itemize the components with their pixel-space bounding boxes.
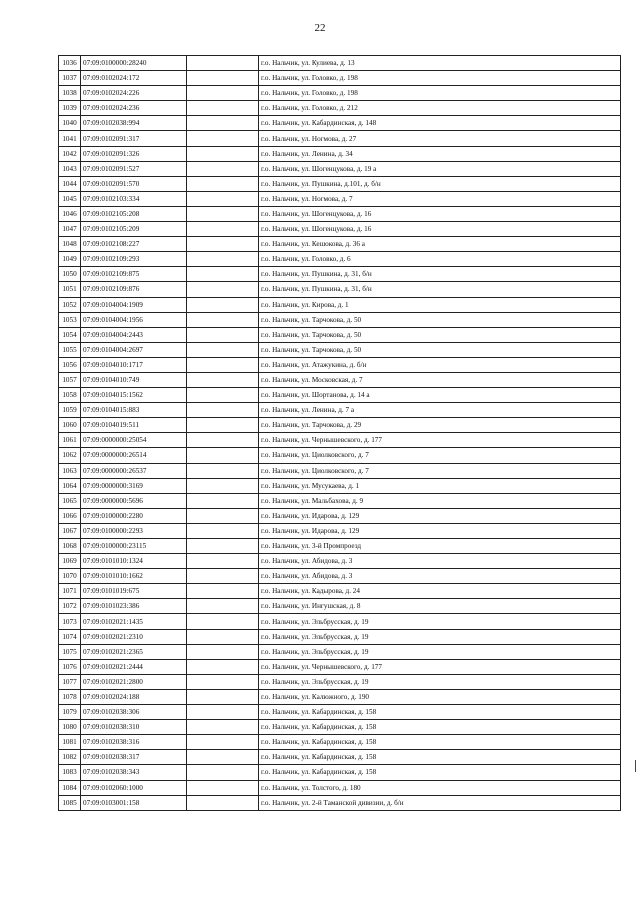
- row-number-cell: 1042: [59, 146, 81, 161]
- table-row: [59, 795, 621, 810]
- cadastral-number-cell: 07:09:0102091:527: [81, 161, 187, 176]
- address-cell: г.о. Нальчик, ул. Кирова, д. 1: [259, 297, 621, 312]
- address-cell: г.о. Нальчик, ул. 2-й Таманской дивизии, д. б/н: [259, 795, 621, 810]
- table-row: [59, 493, 621, 508]
- empty-cell: [187, 478, 259, 493]
- cadastral-number-cell: 07:09:0104015:883: [81, 403, 187, 418]
- cadastral-number-cell: 07:09:0000000:5696: [81, 493, 187, 508]
- table-row: [59, 674, 621, 689]
- address-cell: г.о. Нальчик, ул. Кадырова, д. 24: [259, 584, 621, 599]
- row-number-cell: 1046: [59, 206, 81, 221]
- address-cell: г.о. Нальчик, ул. Идарова, д. 129: [259, 523, 621, 538]
- empty-cell: [187, 131, 259, 146]
- cadastral-number-cell: 07:09:0104019:511: [81, 418, 187, 433]
- address-cell: г.о. Нальчик, ул. Тарчокова, д. 50: [259, 342, 621, 357]
- empty-cell: [187, 659, 259, 674]
- table-row: [59, 765, 621, 780]
- empty-cell: [187, 508, 259, 523]
- empty-cell: [187, 372, 259, 387]
- empty-cell: [187, 357, 259, 372]
- table-row: [59, 720, 621, 735]
- address-cell: г.о. Нальчик, ул. Ленина, д. 34: [259, 146, 621, 161]
- address-cell: г.о. Нальчик, ул. Кабардинская, д. 158: [259, 750, 621, 765]
- empty-cell: [187, 463, 259, 478]
- address-cell: г.о. Нальчик, ул. Шогенцукова, д. 19 а: [259, 161, 621, 176]
- cadastral-number-cell: 07:09:0101023:386: [81, 599, 187, 614]
- empty-cell: [187, 206, 259, 221]
- row-number-cell: 1071: [59, 584, 81, 599]
- address-cell: г.о. Нальчик, ул. Шогенцукова, д. 16: [259, 206, 621, 221]
- table-row: [59, 659, 621, 674]
- address-cell: г.о. Нальчик, ул. Головко, д. 198: [259, 86, 621, 101]
- table-row: [59, 56, 621, 71]
- table-row: [59, 478, 621, 493]
- cadastral-number-cell: 07:09:0102021:2444: [81, 659, 187, 674]
- table-row: [59, 146, 621, 161]
- address-cell: г.о. Нальчик, ул. Тарчокова, д. 50: [259, 327, 621, 342]
- table-row: [59, 433, 621, 448]
- cadastral-number-cell: 07:09:0102021:2310: [81, 629, 187, 644]
- cadastral-number-cell: 07:09:0102024:172: [81, 71, 187, 86]
- empty-cell: [187, 614, 259, 629]
- empty-cell: [187, 237, 259, 252]
- cadastral-number-cell: 07:09:0102060:1000: [81, 780, 187, 795]
- address-cell: г.о. Нальчик, ул. Пушкина, д. 31, б/н: [259, 267, 621, 282]
- empty-cell: [187, 599, 259, 614]
- row-number-cell: 1057: [59, 372, 81, 387]
- table-row: [59, 418, 621, 433]
- table-row: [59, 372, 621, 387]
- address-cell: г.о. Нальчик, ул. Головко, д. 212: [259, 101, 621, 116]
- cadastral-number-cell: 07:09:0102109:876: [81, 282, 187, 297]
- address-cell: г.о. Нальчик, ул. Кабардинская, д. 158: [259, 705, 621, 720]
- empty-cell: [187, 327, 259, 342]
- row-number-cell: 1048: [59, 237, 81, 252]
- row-number-cell: 1067: [59, 523, 81, 538]
- row-number-cell: 1056: [59, 357, 81, 372]
- row-number-cell: 1055: [59, 342, 81, 357]
- cadastral-number-cell: 07:09:0102038:994: [81, 116, 187, 131]
- table-row: [59, 237, 621, 252]
- row-number-cell: 1040: [59, 116, 81, 131]
- cadastral-number-cell: 07:09:0104010:1717: [81, 357, 187, 372]
- address-cell: г.о. Нальчик, ул. Кешокова, д. 36 а: [259, 237, 621, 252]
- address-cell: г.о. Нальчик, ул. Пушкина, д.101, д. б/н: [259, 176, 621, 191]
- row-number-cell: 1049: [59, 252, 81, 267]
- registry-table: [58, 55, 621, 811]
- table-row: [59, 252, 621, 267]
- cadastral-number-cell: 07:09:0103001:158: [81, 795, 187, 810]
- address-cell: г.о. Нальчик, ул. Толстого, д. 180: [259, 780, 621, 795]
- cadastral-number-cell: 07:09:0100000:28240: [81, 56, 187, 71]
- empty-cell: [187, 644, 259, 659]
- address-cell: г.о. Нальчик, ул. Ногмова, д. 27: [259, 131, 621, 146]
- address-cell: г.о. Нальчик, ул. Шогенцукова, д. 16: [259, 222, 621, 237]
- cadastral-number-cell: 07:09:0101010:1324: [81, 554, 187, 569]
- row-number-cell: 1073: [59, 614, 81, 629]
- cadastral-number-cell: 07:09:0000000:26537: [81, 463, 187, 478]
- table-row: [59, 282, 621, 297]
- address-cell: г.о. Нальчик, ул. Чернышевского, д. 177: [259, 659, 621, 674]
- address-cell: г.о. Нальчик, ул. Головко, д. 198: [259, 71, 621, 86]
- address-cell: г.о. Нальчик, ул. Эльбрусская, д. 19: [259, 614, 621, 629]
- empty-cell: [187, 735, 259, 750]
- table-row: [59, 569, 621, 584]
- table-row: [59, 357, 621, 372]
- row-number-cell: 1078: [59, 689, 81, 704]
- table-row: [59, 327, 621, 342]
- cadastral-number-cell: 07:09:0102021:2365: [81, 644, 187, 659]
- address-cell: г.о. Нальчик, ул. Пушкина, д. 31, б/н: [259, 282, 621, 297]
- cadastral-number-cell: 07:09:0102024:236: [81, 101, 187, 116]
- address-cell: г.о. Нальчик, ул. Эльбрусская, д. 19: [259, 674, 621, 689]
- table-row: [59, 86, 621, 101]
- row-number-cell: 1041: [59, 131, 81, 146]
- empty-cell: [187, 161, 259, 176]
- row-number-cell: 1036: [59, 56, 81, 71]
- cadastral-number-cell: 07:09:0100000:2280: [81, 508, 187, 523]
- table-row: [59, 191, 621, 206]
- cadastral-number-cell: 07:09:0000000:25054: [81, 433, 187, 448]
- address-cell: г.о. Нальчик, ул. Чернышевского, д. 177: [259, 433, 621, 448]
- empty-cell: [187, 342, 259, 357]
- empty-cell: [187, 569, 259, 584]
- empty-cell: [187, 146, 259, 161]
- table-row: [59, 267, 621, 282]
- margin-mark: [635, 760, 636, 772]
- cadastral-number-cell: 07:09:0102109:293: [81, 252, 187, 267]
- address-cell: г.о. Нальчик, ул. Циолковского, д. 7: [259, 463, 621, 478]
- row-number-cell: 1052: [59, 297, 81, 312]
- address-cell: г.о. Нальчик, ул. Ингушская, д. 8: [259, 599, 621, 614]
- row-number-cell: 1069: [59, 554, 81, 569]
- row-number-cell: 1077: [59, 674, 81, 689]
- table-row: [59, 101, 621, 116]
- row-number-cell: 1063: [59, 463, 81, 478]
- address-cell: г.о. Нальчик, ул. Московская, д. 7: [259, 372, 621, 387]
- row-number-cell: 1044: [59, 176, 81, 191]
- empty-cell: [187, 71, 259, 86]
- table-row: [59, 176, 621, 191]
- row-number-cell: 1039: [59, 101, 81, 116]
- empty-cell: [187, 780, 259, 795]
- cadastral-number-cell: 07:09:0102109:875: [81, 267, 187, 282]
- row-number-cell: 1043: [59, 161, 81, 176]
- empty-cell: [187, 705, 259, 720]
- cadastral-number-cell: 07:09:0102103:334: [81, 191, 187, 206]
- table-row: [59, 705, 621, 720]
- address-cell: г.о. Нальчик, ул. Ногмова, д. 7: [259, 191, 621, 206]
- table-row: [59, 388, 621, 403]
- cadastral-number-cell: 07:09:0104004:1909: [81, 297, 187, 312]
- row-number-cell: 1070: [59, 569, 81, 584]
- table-row: [59, 131, 621, 146]
- row-number-cell: 1054: [59, 327, 81, 342]
- cadastral-number-cell: 07:09:0102091:570: [81, 176, 187, 191]
- cadastral-number-cell: 07:09:0102038:343: [81, 765, 187, 780]
- address-cell: г.о. Нальчик, ул. Тарчокова, д. 50: [259, 312, 621, 327]
- empty-cell: [187, 539, 259, 554]
- table-row: [59, 780, 621, 795]
- cadastral-number-cell: 07:09:0000000:26514: [81, 448, 187, 463]
- empty-cell: [187, 689, 259, 704]
- empty-cell: [187, 403, 259, 418]
- cadastral-number-cell: 07:09:0102091:326: [81, 146, 187, 161]
- address-cell: г.о. Нальчик, ул. 3-й Промпроезд: [259, 539, 621, 554]
- cadastral-number-cell: 07:09:0101019:675: [81, 584, 187, 599]
- table-row: [59, 554, 621, 569]
- row-number-cell: 1076: [59, 659, 81, 674]
- row-number-cell: 1037: [59, 71, 81, 86]
- empty-cell: [187, 312, 259, 327]
- table-row: [59, 448, 621, 463]
- table-row: [59, 342, 621, 357]
- address-cell: г.о. Нальчик, ул. Кабардинская, д. 158: [259, 735, 621, 750]
- empty-cell: [187, 674, 259, 689]
- row-number-cell: 1082: [59, 750, 81, 765]
- empty-cell: [187, 765, 259, 780]
- row-number-cell: 1045: [59, 191, 81, 206]
- table-row: [59, 71, 621, 86]
- row-number-cell: 1050: [59, 267, 81, 282]
- address-cell: г.о. Нальчик, ул. Кабардинская, д. 158: [259, 720, 621, 735]
- row-number-cell: 1038: [59, 86, 81, 101]
- empty-cell: [187, 523, 259, 538]
- empty-cell: [187, 176, 259, 191]
- address-cell: г.о. Нальчик, ул. Ленина, д. 7 а: [259, 403, 621, 418]
- address-cell: г.о. Нальчик, ул. Кабардинская, д. 158: [259, 765, 621, 780]
- table-row: [59, 539, 621, 554]
- table-row: [59, 599, 621, 614]
- row-number-cell: 1075: [59, 644, 81, 659]
- address-cell: г.о. Нальчик, ул. Атажукина, д. б/н: [259, 357, 621, 372]
- address-cell: г.о. Нальчик, ул. Мальбахова, д. 9: [259, 493, 621, 508]
- empty-cell: [187, 252, 259, 267]
- address-cell: г.о. Нальчик, ул. Эльбрусская, д. 19: [259, 629, 621, 644]
- table-row: [59, 629, 621, 644]
- empty-cell: [187, 101, 259, 116]
- table-row: [59, 644, 621, 659]
- row-number-cell: 1065: [59, 493, 81, 508]
- table-row: [59, 116, 621, 131]
- empty-cell: [187, 554, 259, 569]
- table-row: [59, 222, 621, 237]
- cadastral-number-cell: 07:09:0102021:1435: [81, 614, 187, 629]
- row-number-cell: 1068: [59, 539, 81, 554]
- row-number-cell: 1080: [59, 720, 81, 735]
- cadastral-number-cell: 07:09:0102105:209: [81, 222, 187, 237]
- empty-cell: [187, 267, 259, 282]
- cadastral-number-cell: 07:09:0102024:226: [81, 86, 187, 101]
- empty-cell: [187, 795, 259, 810]
- table-row: [59, 463, 621, 478]
- table-row: [59, 206, 621, 221]
- page-number: 22: [314, 22, 326, 34]
- table-row: [59, 161, 621, 176]
- empty-cell: [187, 222, 259, 237]
- row-number-cell: 1072: [59, 599, 81, 614]
- cadastral-number-cell: 07:09:0102038:306: [81, 705, 187, 720]
- empty-cell: [187, 388, 259, 403]
- address-cell: г.о. Нальчик, ул. Головко, д. 6: [259, 252, 621, 267]
- row-number-cell: 1047: [59, 222, 81, 237]
- row-number-cell: 1061: [59, 433, 81, 448]
- cadastral-number-cell: 07:09:0102038:310: [81, 720, 187, 735]
- cadastral-number-cell: 07:09:0100000:23115: [81, 539, 187, 554]
- address-cell: г.о. Нальчик, ул. Идарова, д. 129: [259, 508, 621, 523]
- cadastral-number-cell: 07:09:0104004:1956: [81, 312, 187, 327]
- row-number-cell: 1051: [59, 282, 81, 297]
- empty-cell: [187, 282, 259, 297]
- cadastral-number-cell: 07:09:0102108:227: [81, 237, 187, 252]
- cadastral-number-cell: 07:09:0102038:316: [81, 735, 187, 750]
- row-number-cell: 1084: [59, 780, 81, 795]
- cadastral-number-cell: 07:09:0102091:317: [81, 131, 187, 146]
- empty-cell: [187, 433, 259, 448]
- empty-cell: [187, 720, 259, 735]
- empty-cell: [187, 584, 259, 599]
- table-row: [59, 297, 621, 312]
- empty-cell: [187, 629, 259, 644]
- address-cell: г.о. Нальчик, ул. Шортанова, д. 14 а: [259, 388, 621, 403]
- cadastral-number-cell: 07:09:0104004:2697: [81, 342, 187, 357]
- row-number-cell: 1074: [59, 629, 81, 644]
- cadastral-number-cell: 07:09:0101010:1662: [81, 569, 187, 584]
- address-cell: г.о. Нальчик, ул. Эльбрусская, д. 19: [259, 644, 621, 659]
- address-cell: г.о. Нальчик, ул. Кабардинская, д. 148: [259, 116, 621, 131]
- table-row: [59, 689, 621, 704]
- row-number-cell: 1062: [59, 448, 81, 463]
- table-row: [59, 508, 621, 523]
- address-cell: г.о. Нальчик, ул. Абидова, д. 3: [259, 569, 621, 584]
- table-row: [59, 584, 621, 599]
- address-cell: г.о. Нальчик, ул. Кулиева, д. 13: [259, 56, 621, 71]
- row-number-cell: 1059: [59, 403, 81, 418]
- table-row: [59, 312, 621, 327]
- row-number-cell: 1079: [59, 705, 81, 720]
- address-cell: г.о. Нальчик, ул. Циолковского, д. 7: [259, 448, 621, 463]
- table-row: [59, 750, 621, 765]
- address-cell: г.о. Нальчик, ул. Калюжного, д. 190: [259, 689, 621, 704]
- registry-body: [59, 56, 621, 811]
- row-number-cell: 1066: [59, 508, 81, 523]
- cadastral-number-cell: 07:09:0102038:317: [81, 750, 187, 765]
- address-cell: г.о. Нальчик, ул. Мусукаева, д. 1: [259, 478, 621, 493]
- cadastral-number-cell: 07:09:0102021:2800: [81, 674, 187, 689]
- empty-cell: [187, 116, 259, 131]
- address-cell: г.о. Нальчик, ул. Абидова, д. 3: [259, 554, 621, 569]
- cadastral-number-cell: 07:09:0104004:2443: [81, 327, 187, 342]
- cadastral-number-cell: 07:09:0104010:749: [81, 372, 187, 387]
- row-number-cell: 1083: [59, 765, 81, 780]
- empty-cell: [187, 297, 259, 312]
- empty-cell: [187, 56, 259, 71]
- empty-cell: [187, 418, 259, 433]
- empty-cell: [187, 493, 259, 508]
- cadastral-number-cell: 07:09:0104015:1562: [81, 388, 187, 403]
- row-number-cell: 1064: [59, 478, 81, 493]
- row-number-cell: 1058: [59, 388, 81, 403]
- table-row: [59, 614, 621, 629]
- row-number-cell: 1085: [59, 795, 81, 810]
- cadastral-number-cell: 07:09:0102105:208: [81, 206, 187, 221]
- empty-cell: [187, 86, 259, 101]
- row-number-cell: 1060: [59, 418, 81, 433]
- empty-cell: [187, 191, 259, 206]
- cadastral-number-cell: 07:09:0102024:188: [81, 689, 187, 704]
- row-number-cell: 1053: [59, 312, 81, 327]
- empty-cell: [187, 750, 259, 765]
- table-row: [59, 523, 621, 538]
- table-row: [59, 403, 621, 418]
- address-cell: г.о. Нальчик, ул. Тарчокова, д. 29: [259, 418, 621, 433]
- cadastral-number-cell: 07:09:0100000:2293: [81, 523, 187, 538]
- table-row: [59, 735, 621, 750]
- empty-cell: [187, 448, 259, 463]
- row-number-cell: 1081: [59, 735, 81, 750]
- cadastral-number-cell: 07:09:0000000:3169: [81, 478, 187, 493]
